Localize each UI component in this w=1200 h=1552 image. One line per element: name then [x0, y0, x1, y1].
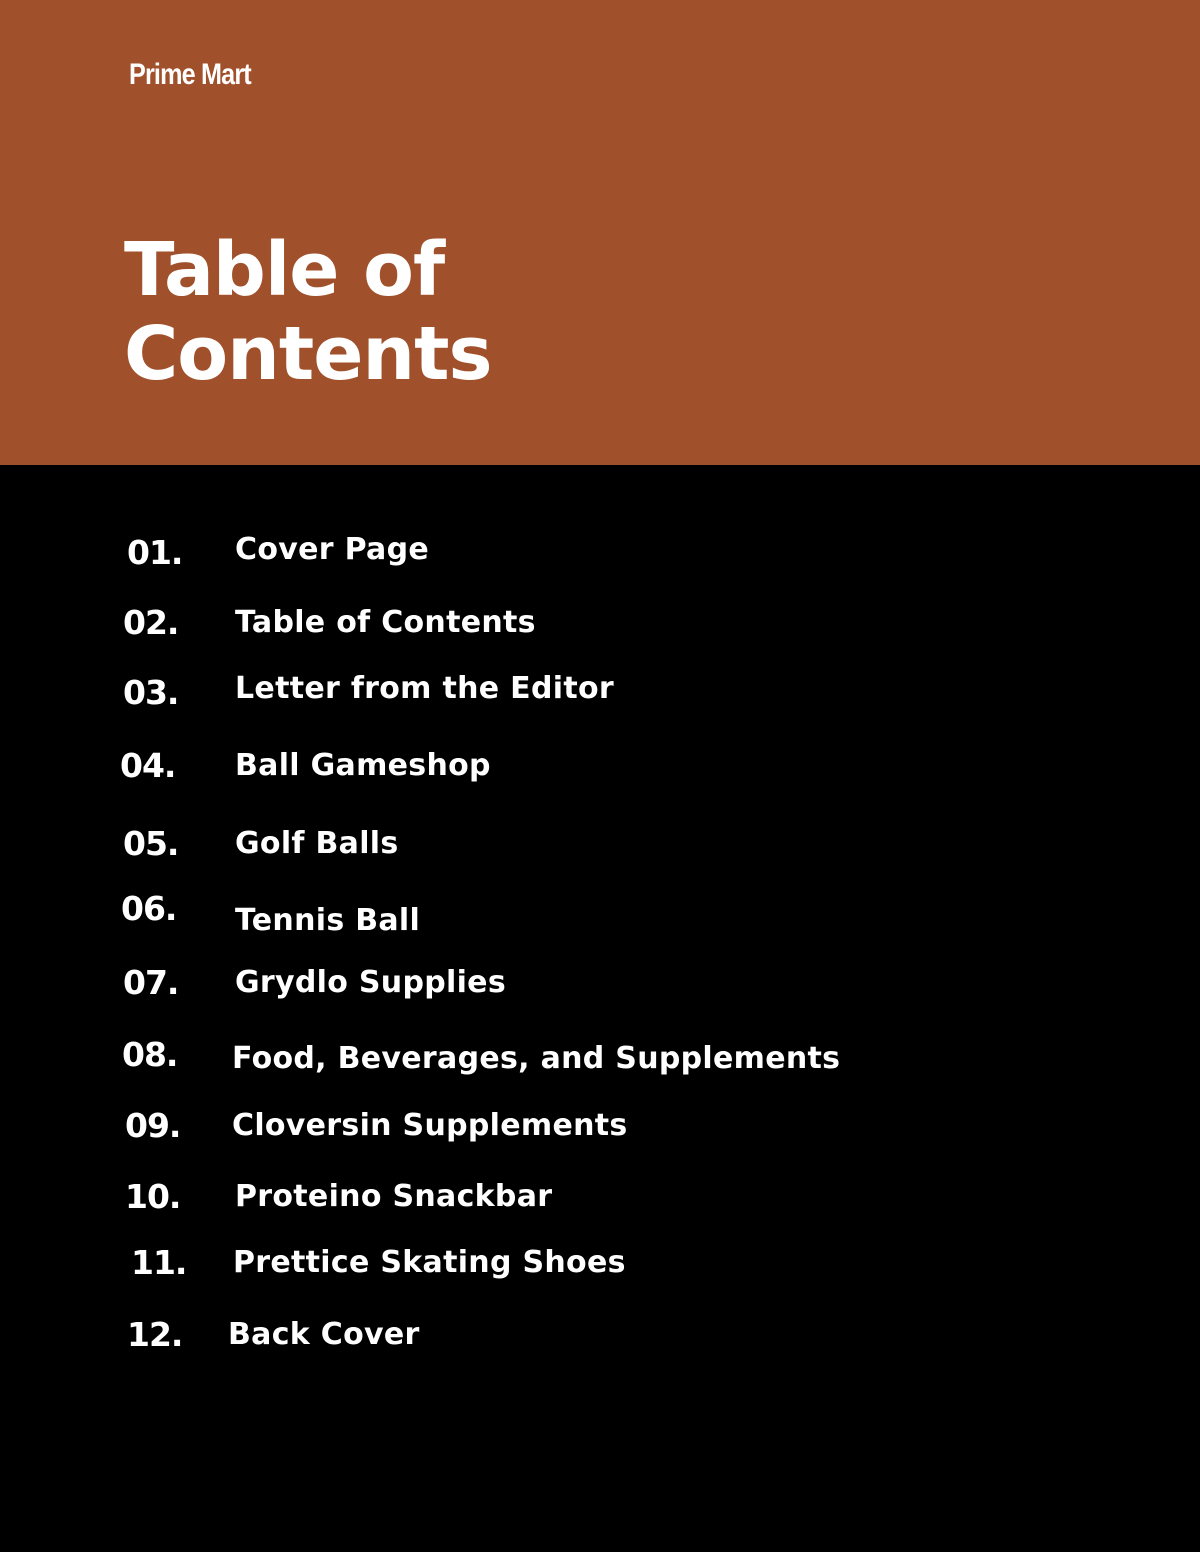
toc-entry-number: 06.	[121, 889, 177, 928]
toc-entry-number: 11.	[131, 1243, 187, 1282]
toc-entry-label: Table of Contents	[235, 605, 536, 640]
toc-entry-number: 01.	[127, 533, 183, 572]
toc-entry[interactable]	[0, 673, 1200, 723]
toc-entry-label: Prettice Skating Shoes	[233, 1245, 626, 1280]
toc-entry-number: 12.	[127, 1315, 183, 1354]
brand-name: Prime Mart	[129, 58, 251, 91]
toc-entry-label: Golf Balls	[235, 826, 399, 861]
toc-entry-label: Cover Page	[235, 532, 430, 567]
toc-entry-number: 10.	[125, 1177, 181, 1216]
toc-entry-number: 07.	[123, 963, 179, 1002]
toc-entry-number: 05.	[123, 824, 179, 863]
header-banner	[0, 0, 1200, 465]
toc-entry-label: Proteino Snackbar	[235, 1179, 553, 1214]
toc-entry-label: Letter from the Editor	[235, 671, 614, 706]
toc-entry[interactable]	[0, 889, 1200, 939]
toc-entry[interactable]	[0, 533, 1200, 583]
toc-entry[interactable]	[0, 1106, 1200, 1156]
toc-entry-number: 03.	[123, 673, 179, 712]
toc-entry-number: 09.	[125, 1106, 181, 1145]
toc-entry-label: Tennis Ball	[235, 903, 421, 938]
toc-entry-number: 04.	[120, 746, 176, 785]
toc-entry[interactable]	[0, 1315, 1200, 1365]
toc-entry[interactable]	[0, 963, 1200, 1013]
toc-entry[interactable]	[0, 824, 1200, 874]
toc-entry-label: Cloversin Supplements	[232, 1108, 628, 1143]
table-of-contents-list	[0, 465, 1200, 1552]
page-title	[124, 228, 724, 396]
toc-entry[interactable]	[0, 1243, 1200, 1293]
toc-entry-label: Back Cover	[228, 1317, 420, 1352]
page-title-line-2: Contents	[124, 311, 492, 397]
toc-entry-number: 02.	[123, 603, 179, 642]
toc-entry-label: Ball Gameshop	[235, 748, 491, 783]
toc-entry-label: Grydlo Supplies	[235, 965, 506, 1000]
toc-entry[interactable]	[0, 1177, 1200, 1227]
toc-entry[interactable]	[0, 603, 1200, 653]
toc-entry-label: Food, Beverages, and Supplements	[232, 1041, 841, 1076]
page-title-line-1: Table of	[124, 227, 445, 313]
toc-entry[interactable]	[0, 1035, 1200, 1085]
toc-entry[interactable]	[0, 746, 1200, 796]
toc-entry-number: 08.	[122, 1035, 178, 1074]
